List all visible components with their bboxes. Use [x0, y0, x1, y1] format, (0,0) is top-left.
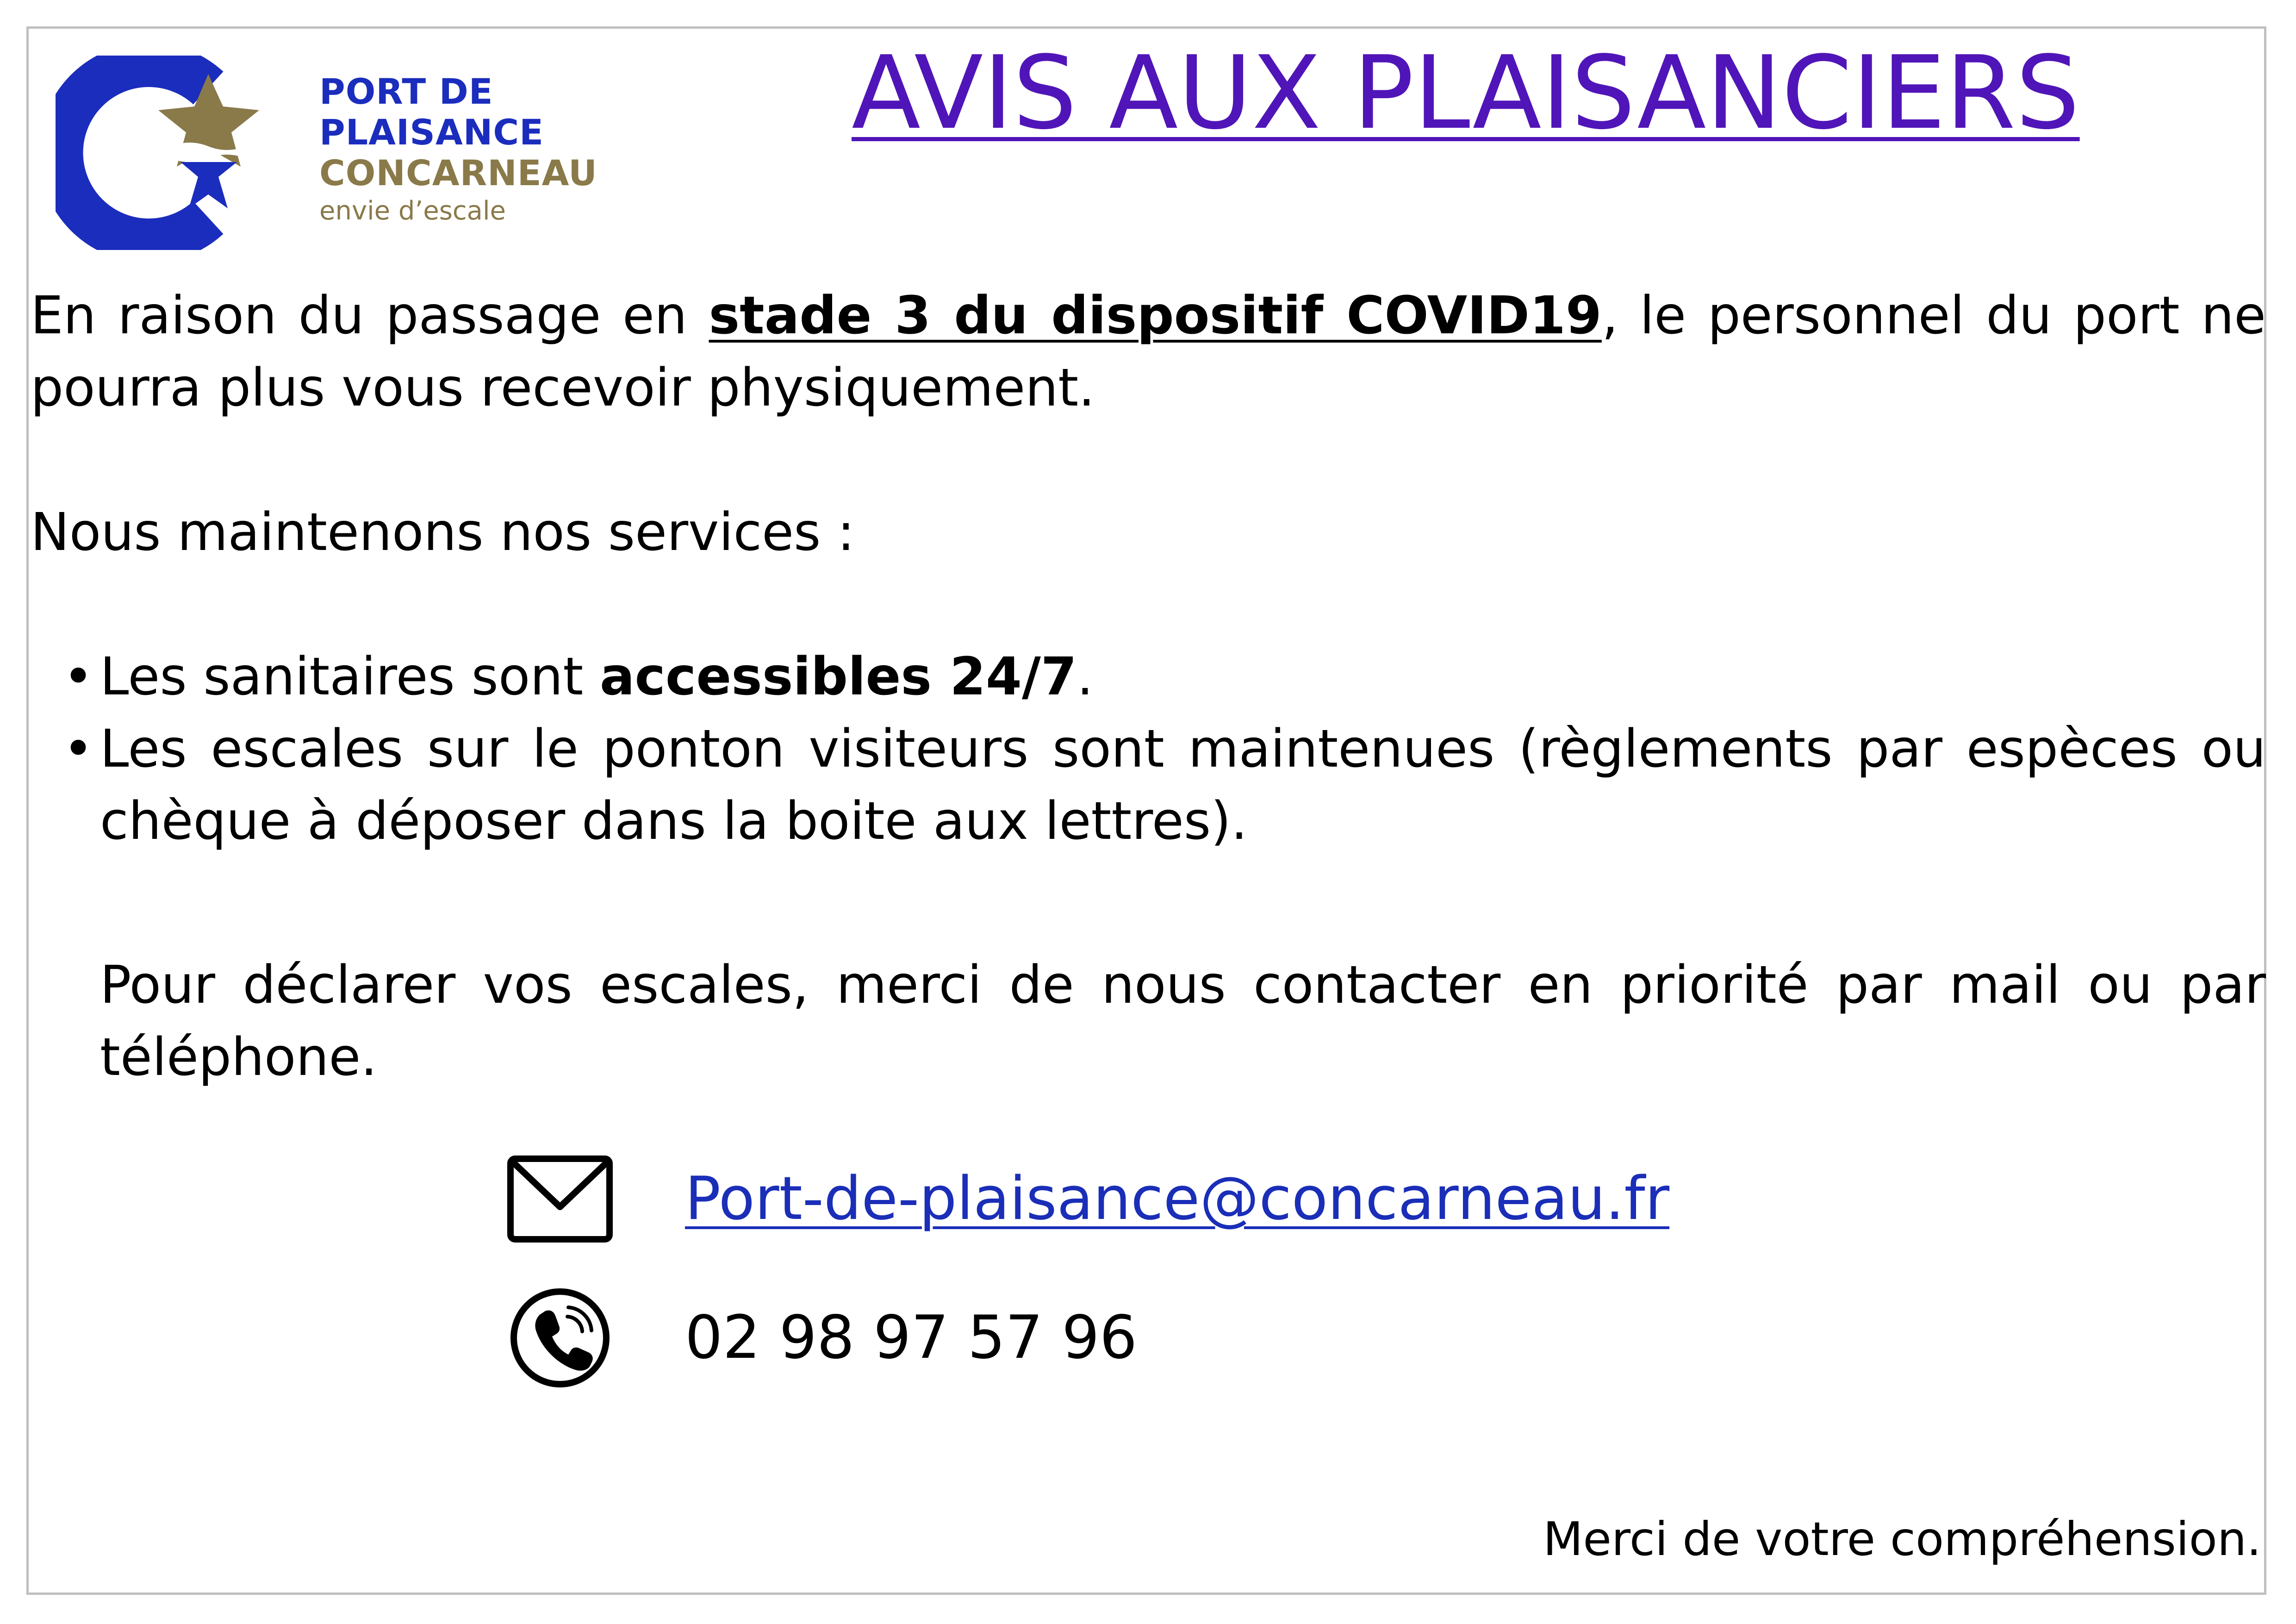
- service-text-strong: accessibles 24/7: [599, 647, 1077, 707]
- services-heading: Nous maintenons nos services :: [31, 502, 855, 562]
- list-item: [31, 641, 2266, 713]
- intro-covid-stage: stade 3 du dispositif COVID19: [709, 286, 1602, 346]
- service-text-before: Les sanitaires sont: [100, 647, 600, 707]
- envelope-icon: [504, 1148, 616, 1250]
- intro-text-before: En raison du passage en: [31, 286, 709, 346]
- logo-line-port-de: PORT DE: [319, 71, 493, 112]
- logo-text: [319, 71, 597, 226]
- c-star-wave-logo-icon: [56, 56, 278, 250]
- email-contact: [504, 1148, 1669, 1250]
- notice-title: AVIS AUX PLAISANCIERS: [852, 35, 2080, 152]
- logo-line-plaisance: PLAISANCE: [319, 112, 544, 153]
- intro-text-after: , le personnel du port ne pourra plus vous recevoir physiquement.: [31, 286, 2266, 418]
- bullet: •: [63, 719, 94, 779]
- services-list: [31, 641, 2266, 857]
- contact-note: Pour déclarer vos escales, merci de nous contacter en priorité par mail ou par téléphone.: [100, 955, 2266, 1087]
- phone-number[interactable]: 02 98 97 57 96: [685, 1303, 1138, 1372]
- port-logo: [56, 56, 657, 250]
- logo-line-concarneau: CONCARNEAU: [319, 152, 597, 194]
- logo-tagline: envie d’escale: [319, 196, 506, 226]
- intro-paragraph: [31, 280, 2266, 424]
- service-text: Les escales sur le ponton visiteurs sont maintenues (règlements par espèces ou chèque à déposer dans la boite aux lettres).: [100, 719, 2266, 851]
- closing-text: Merci de votre compréhension.: [1543, 1512, 2261, 1566]
- bullet: •: [63, 647, 94, 707]
- service-text-after: .: [1076, 647, 1094, 707]
- phone-contact: [504, 1287, 1137, 1389]
- phone-icon: [504, 1287, 616, 1389]
- list-item: [31, 713, 2266, 857]
- email-link[interactable]: Port-de-plaisance@concarneau.fr: [685, 1164, 1670, 1233]
